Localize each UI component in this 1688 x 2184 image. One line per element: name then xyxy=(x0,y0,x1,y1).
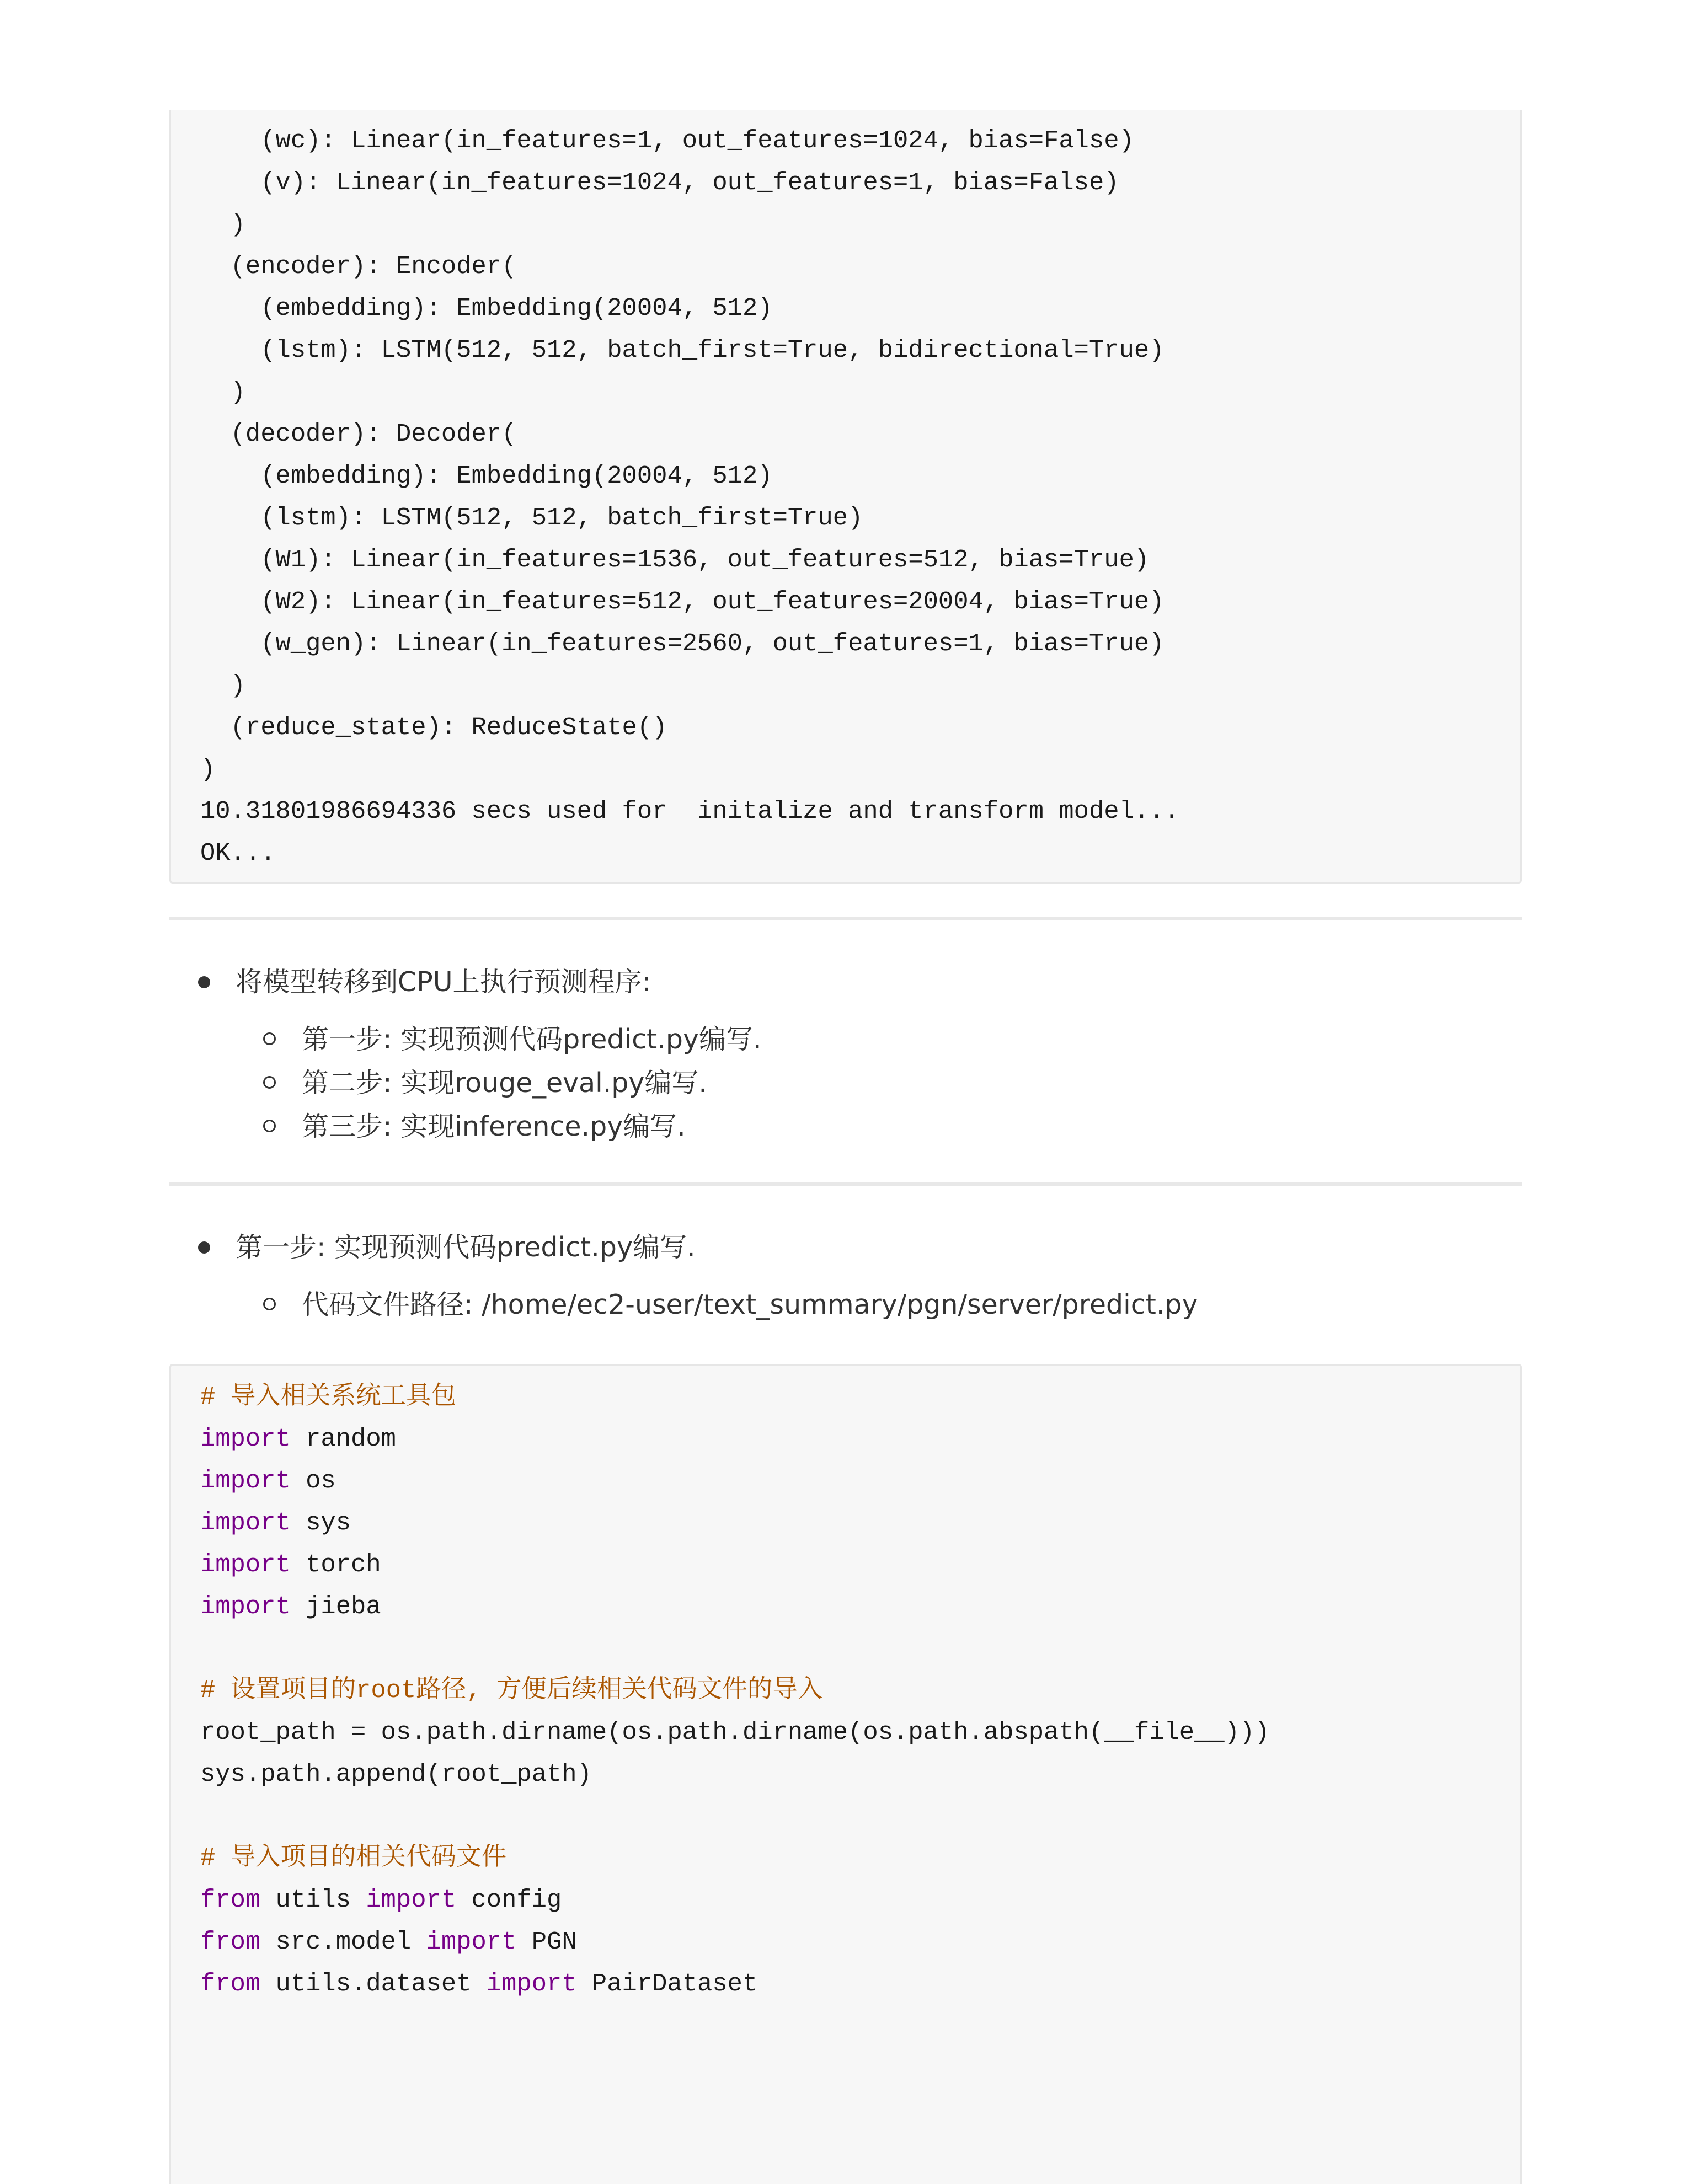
list-item: 第一步: 实现预测代码predict.py编写. xyxy=(236,1232,696,1263)
code-text: jieba xyxy=(290,1592,381,1621)
code-text: os xyxy=(290,1466,336,1495)
output-line: (w_gen): Linear(in_features=2560, out_features=1, bias=True) xyxy=(200,629,1164,658)
code-text: utils xyxy=(260,1886,366,1914)
keyword: from xyxy=(200,1886,261,1914)
code-text: sys xyxy=(290,1508,351,1537)
list-item: 第二步: 实现rouge_eval.py编写. xyxy=(302,1067,707,1099)
keyword: import xyxy=(200,1466,291,1495)
code-comment: # 导入相关系统工具包 xyxy=(200,1383,457,1411)
code-comment: # 导入项目的相关代码文件 xyxy=(200,1844,507,1872)
code-line xyxy=(200,1586,381,1628)
code-line xyxy=(200,1544,381,1586)
bullet-circle xyxy=(263,1298,276,1310)
bullet-circle xyxy=(263,1032,276,1045)
output-line: (encoder): Encoder( xyxy=(200,252,517,281)
output-line: (reduce_state): ReduceState() xyxy=(200,713,667,742)
code-line: root_path = os.path.dirname(os.path.dirname(os.path.abspath(__file__))) xyxy=(200,1718,1270,1747)
output-line: ) xyxy=(200,378,245,406)
keyword: import xyxy=(200,1425,291,1453)
section-divider xyxy=(169,1182,1522,1186)
output-line: ) xyxy=(200,671,245,700)
code-text: PGN xyxy=(516,1928,577,1956)
list-item: 代码文件路径: /home/ec2-user/text_summary/pgn/server/predict.py xyxy=(302,1289,1198,1320)
code-line xyxy=(200,1879,562,1921)
output-line: OK... xyxy=(200,839,276,868)
section-divider xyxy=(169,917,1522,920)
code-line xyxy=(200,1418,396,1460)
output-line: ) xyxy=(200,210,245,239)
list-item: 第三步: 实现inference.py编写. xyxy=(302,1111,686,1142)
keyword: import xyxy=(426,1928,517,1956)
keyword: import xyxy=(200,1508,291,1537)
list-item: 将模型转移到CPU上执行预测程序: xyxy=(236,966,651,998)
output-line: (W2): Linear(in_features=512, out_features=20004, bias=True) xyxy=(200,587,1164,616)
output-line: (decoder): Decoder( xyxy=(200,420,517,448)
code-line xyxy=(200,1502,351,1544)
code-line xyxy=(200,1963,757,2005)
output-line: (embedding): Embedding(20004, 512) xyxy=(200,462,773,490)
output-line: (v): Linear(in_features=1024, out_features=1, bias=False) xyxy=(200,168,1119,197)
code-comment: # 设置项目的root路径, 方便后续相关代码文件的导入 xyxy=(200,1676,823,1705)
code-line xyxy=(200,1460,336,1502)
keyword: import xyxy=(366,1886,457,1914)
code-text: utils.dataset xyxy=(260,1969,487,1998)
code-text: src.model xyxy=(260,1928,426,1956)
keyword: import xyxy=(486,1969,577,1998)
keyword: import xyxy=(200,1592,291,1621)
code-line: sys.path.append(root_path) xyxy=(200,1760,592,1789)
output-line: (wc): Linear(in_features=1, out_features=1024, bias=False) xyxy=(200,126,1134,155)
bullet-disc xyxy=(198,1241,210,1254)
keyword: from xyxy=(200,1928,261,1956)
output-line: ) xyxy=(200,755,216,784)
code-text: random xyxy=(290,1425,396,1453)
code-text: PairDataset xyxy=(576,1969,758,1998)
keyword: import xyxy=(200,1550,291,1579)
code-text: config xyxy=(456,1886,562,1914)
output-line: (W1): Linear(in_features=1536, out_features=512, bias=True) xyxy=(200,545,1150,574)
bullet-circle xyxy=(263,1076,276,1089)
code-text: torch xyxy=(290,1550,381,1579)
code-line xyxy=(200,1921,577,1963)
output-line: (lstm): LSTM(512, 512, batch_first=True) xyxy=(200,504,863,532)
bullet-disc xyxy=(198,976,210,988)
list-item: 第一步: 实现预测代码predict.py编写. xyxy=(302,1024,762,1055)
model-output-block xyxy=(169,110,1522,884)
output-line: (embedding): Embedding(20004, 512) xyxy=(200,294,773,323)
keyword: from xyxy=(200,1969,261,1998)
bullet-circle xyxy=(263,1120,276,1132)
output-line: (lstm): LSTM(512, 512, batch_first=True, bidirectional=True) xyxy=(200,336,1164,365)
predict-code-block xyxy=(169,1364,1522,2184)
output-line: 10.31801986694336 secs used for initalize and transform model... xyxy=(200,797,1179,826)
